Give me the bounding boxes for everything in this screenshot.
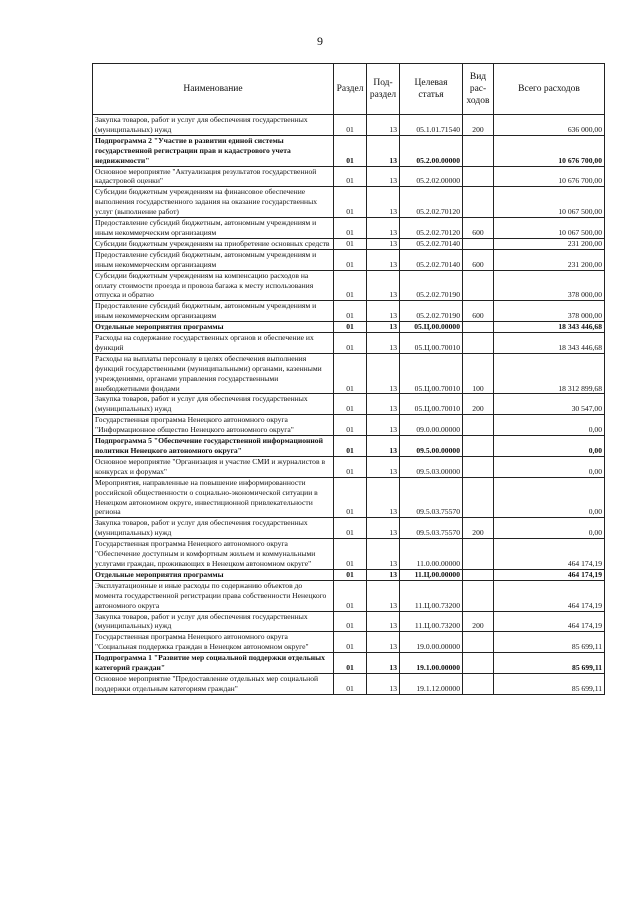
cell-subsection: 13 <box>367 436 400 457</box>
table-row <box>93 611 605 632</box>
table-row <box>93 580 605 611</box>
cell-total: 10 676 700,00 <box>494 135 605 166</box>
table-row <box>93 673 605 694</box>
cell-target: 05.Ц.00.70010 <box>400 353 463 394</box>
cell-total: 0,00 <box>494 518 605 539</box>
table-row <box>93 249 605 270</box>
cell-total: 85 699,11 <box>494 632 605 653</box>
cell-total: 231 200,00 <box>494 238 605 249</box>
cell-subsection: 13 <box>367 539 400 570</box>
cell-subsection: 13 <box>367 611 400 632</box>
table-row <box>93 539 605 570</box>
cell-section: 01 <box>334 632 367 653</box>
table-row <box>93 301 605 322</box>
cell-section: 01 <box>334 611 367 632</box>
cell-subsection: 13 <box>367 322 400 333</box>
cell-total: 464 174,19 <box>494 580 605 611</box>
cell-type <box>463 333 494 354</box>
cell-subsection: 13 <box>367 632 400 653</box>
cell-total: 464 174,19 <box>494 611 605 632</box>
header-name: Наименование <box>93 64 334 115</box>
cell-target: 05.2.02.70140 <box>400 249 463 270</box>
table-row <box>93 166 605 187</box>
table-row <box>93 135 605 166</box>
cell-target: 05.2.02.70190 <box>400 301 463 322</box>
cell-subsection: 13 <box>367 115 400 136</box>
cell-target: 09.5.03.00000 <box>400 456 463 477</box>
cell-type <box>463 238 494 249</box>
cell-name: Субсидии бюджетным учреждениям на компенсацию расходов на оплату стоимости проезда и провоза багажа к месту использования отпуска и обратно <box>93 270 334 301</box>
cell-name: Подпрограмма 2 "Участие в развитии единой системы государственной регистрации прав и кадастрового учета недвижимости" <box>93 135 334 166</box>
cell-section: 01 <box>334 539 367 570</box>
cell-total: 378 000,00 <box>494 301 605 322</box>
cell-section: 01 <box>334 115 367 136</box>
table-row <box>93 353 605 394</box>
cell-name: Закупка товаров, работ и услуг для обеспечения государственных (муниципальных) нужд <box>93 394 334 415</box>
cell-name: Предоставление субсидий бюджетным, автономным учреждениям и иным некоммерческим организациям <box>93 301 334 322</box>
table-row <box>93 653 605 674</box>
cell-target: 05.2.02.00000 <box>400 166 463 187</box>
cell-section: 01 <box>334 477 367 518</box>
cell-target: 05.Ц.00.70010 <box>400 394 463 415</box>
table-row <box>93 518 605 539</box>
cell-target: 19.1.12.00000 <box>400 673 463 694</box>
cell-name: Отдельные мероприятия программы <box>93 569 334 580</box>
cell-total: 10 067 500,00 <box>494 218 605 239</box>
cell-target: 05.2.02.70190 <box>400 270 463 301</box>
cell-target: 05.2.02.70120 <box>400 187 463 218</box>
cell-target: 05.2.02.70140 <box>400 238 463 249</box>
cell-target: 05.Ц.00.70010 <box>400 333 463 354</box>
cell-subsection: 13 <box>367 456 400 477</box>
cell-total: 85 699,11 <box>494 653 605 674</box>
cell-target: 11.0.00.00000 <box>400 539 463 570</box>
cell-subsection: 13 <box>367 518 400 539</box>
expenditure-table <box>92 63 605 695</box>
table-row <box>93 632 605 653</box>
cell-total: 0,00 <box>494 456 605 477</box>
cell-name: Предоставление субсидий бюджетным, автономным учреждениям и иным некоммерческим организациям <box>93 218 334 239</box>
cell-name: Основное мероприятие "Предоставление отдельных мер социальной поддержки отдельным категориям граждан" <box>93 673 334 694</box>
header-section: Раздел <box>334 64 367 115</box>
cell-total: 0,00 <box>494 436 605 457</box>
cell-type <box>463 166 494 187</box>
cell-type: 600 <box>463 301 494 322</box>
cell-subsection: 13 <box>367 477 400 518</box>
cell-name: Государственная программа Ненецкого автономного округа "Обеспечение доступным и комфортным жильем и коммунальными услугами граждан, проживающих в Ненецком автономном округе" <box>93 539 334 570</box>
cell-target: 11.Ц.00.73200 <box>400 611 463 632</box>
cell-type <box>463 653 494 674</box>
cell-section: 01 <box>334 353 367 394</box>
table-row <box>93 333 605 354</box>
cell-type <box>463 187 494 218</box>
cell-target: 09.5.00.00000 <box>400 436 463 457</box>
cell-type <box>463 673 494 694</box>
cell-section: 01 <box>334 218 367 239</box>
cell-name: Подпрограмма 1 "Развитие мер социальной поддержки отдельных категорий граждан" <box>93 653 334 674</box>
header-target: Целевая статья <box>400 64 463 115</box>
cell-total: 231 200,00 <box>494 249 605 270</box>
cell-type: 200 <box>463 518 494 539</box>
cell-type <box>463 135 494 166</box>
cell-total: 464 174,19 <box>494 569 605 580</box>
cell-name: Государственная программа Ненецкого автономного округа "Социальная поддержка граждан в Ненецком автономном округе" <box>93 632 334 653</box>
cell-subsection: 13 <box>367 394 400 415</box>
cell-subsection: 13 <box>367 653 400 674</box>
cell-type: 200 <box>463 611 494 632</box>
cell-total: 30 547,00 <box>494 394 605 415</box>
cell-total: 10 676 700,00 <box>494 166 605 187</box>
table-row <box>93 238 605 249</box>
cell-total: 85 699,11 <box>494 673 605 694</box>
cell-total: 0,00 <box>494 415 605 436</box>
cell-section: 01 <box>334 187 367 218</box>
table-row <box>93 456 605 477</box>
cell-type: 200 <box>463 394 494 415</box>
cell-subsection: 13 <box>367 166 400 187</box>
cell-total: 0,00 <box>494 477 605 518</box>
cell-target: 05.1.01.71540 <box>400 115 463 136</box>
cell-subsection: 13 <box>367 673 400 694</box>
cell-name: Закупка товаров, работ и услуг для обеспечения государственных (муниципальных) нужд <box>93 611 334 632</box>
cell-section: 01 <box>334 270 367 301</box>
cell-section: 01 <box>334 238 367 249</box>
cell-type <box>463 436 494 457</box>
cell-total: 636 000,00 <box>494 115 605 136</box>
cell-type <box>463 415 494 436</box>
cell-name: Основное мероприятие "Актуализация результатов государственной кадастровой оценки" <box>93 166 334 187</box>
cell-target: 11.Ц.00.73200 <box>400 580 463 611</box>
cell-name: Субсидии бюджетным учреждениям на финансовое обеспечение выполнения государственного задания на оказание государственных услуг (выполнение работ) <box>93 187 334 218</box>
cell-subsection: 13 <box>367 135 400 166</box>
cell-name: Основное мероприятие "Организация и участие СМИ и журналистов в конкурсах и форумах" <box>93 456 334 477</box>
cell-subsection: 13 <box>367 353 400 394</box>
cell-target: 05.2.02.70120 <box>400 218 463 239</box>
cell-total: 18 343 446,68 <box>494 333 605 354</box>
cell-section: 01 <box>334 249 367 270</box>
cell-subsection: 13 <box>367 415 400 436</box>
cell-type <box>463 632 494 653</box>
cell-subsection: 13 <box>367 301 400 322</box>
cell-target: 09.0.00.00000 <box>400 415 463 436</box>
cell-section: 01 <box>334 415 367 436</box>
table-row <box>93 115 605 136</box>
cell-name: Подпрограмма 5 "Обеспечение государственной информационной политики Ненецкого автономного округа" <box>93 436 334 457</box>
cell-subsection: 13 <box>367 187 400 218</box>
cell-section: 01 <box>334 673 367 694</box>
cell-type <box>463 322 494 333</box>
table-row <box>93 569 605 580</box>
cell-name: Расходы на содержание государственных органов и обеспечение их функций <box>93 333 334 354</box>
header-total: Всего расходов <box>494 64 605 115</box>
table-row <box>93 187 605 218</box>
cell-subsection: 13 <box>367 333 400 354</box>
table-row <box>93 415 605 436</box>
cell-type <box>463 456 494 477</box>
cell-subsection: 13 <box>367 569 400 580</box>
cell-target: 19.0.00.00000 <box>400 632 463 653</box>
cell-section: 01 <box>334 580 367 611</box>
cell-name: Мероприятия, направленные на повышение информированности российской общественности о социально-экономической ситуации в Ненецком автономном округе, инвестиционной привлекательности региона <box>93 477 334 518</box>
cell-target: 19.1.00.00000 <box>400 653 463 674</box>
cell-type <box>463 580 494 611</box>
cell-section: 01 <box>334 518 367 539</box>
cell-total: 464 174,19 <box>494 539 605 570</box>
table-row <box>93 394 605 415</box>
cell-section: 01 <box>334 569 367 580</box>
cell-type <box>463 477 494 518</box>
cell-section: 01 <box>334 166 367 187</box>
table-row <box>93 322 605 333</box>
cell-type: 100 <box>463 353 494 394</box>
cell-name: Предоставление субсидий бюджетным, автономным учреждениям и иным некоммерческим организациям <box>93 249 334 270</box>
cell-name: Закупка товаров, работ и услуг для обеспечения государственных (муниципальных) нужд <box>93 518 334 539</box>
table-row <box>93 436 605 457</box>
cell-section: 01 <box>334 653 367 674</box>
cell-section: 01 <box>334 333 367 354</box>
cell-target: 11.Ц.00.00000 <box>400 569 463 580</box>
table-row <box>93 477 605 518</box>
cell-section: 01 <box>334 456 367 477</box>
cell-type <box>463 569 494 580</box>
cell-subsection: 13 <box>367 270 400 301</box>
table-row <box>93 218 605 239</box>
cell-total: 18 312 899,68 <box>494 353 605 394</box>
cell-target: 05.Ц.00.00000 <box>400 322 463 333</box>
cell-type: 200 <box>463 115 494 136</box>
cell-type <box>463 539 494 570</box>
cell-total: 378 000,00 <box>494 270 605 301</box>
cell-subsection: 13 <box>367 238 400 249</box>
cell-subsection: 13 <box>367 218 400 239</box>
cell-total: 10 067 500,00 <box>494 187 605 218</box>
cell-section: 01 <box>334 135 367 166</box>
cell-section: 01 <box>334 322 367 333</box>
cell-total: 18 343 446,68 <box>494 322 605 333</box>
header-type: Вид рас- ходов <box>463 64 494 115</box>
cell-section: 01 <box>334 301 367 322</box>
cell-subsection: 13 <box>367 249 400 270</box>
cell-target: 09.5.03.75570 <box>400 477 463 518</box>
cell-subsection: 13 <box>367 580 400 611</box>
table-header-row <box>93 64 605 115</box>
cell-name: Отдельные мероприятия программы <box>93 322 334 333</box>
page-number: 9 <box>317 34 323 48</box>
header-subsection: Под- раздел <box>367 64 400 115</box>
cell-name: Субсидии бюджетным учреждениям на приобретение основных средств <box>93 238 334 249</box>
cell-name: Расходы на выплаты персоналу в целях обеспечения выполнения функций государственными (муниципальными) органами, казенными учреждениями, органами управления государственными внебюджетными фондами <box>93 353 334 394</box>
cell-type: 600 <box>463 249 494 270</box>
cell-type: 600 <box>463 218 494 239</box>
table-row <box>93 270 605 301</box>
cell-target: 09.5.03.75570 <box>400 518 463 539</box>
cell-section: 01 <box>334 394 367 415</box>
cell-name: Государственная программа Ненецкого автономного округа "Информационное общество Ненецкого автономного округа" <box>93 415 334 436</box>
cell-target: 05.2.00.00000 <box>400 135 463 166</box>
cell-name: Эксплуатационные и иные расходы по содержанию объектов до момента государственной регистрации права собственности Ненецкого автономного округа <box>93 580 334 611</box>
cell-name: Закупка товаров, работ и услуг для обеспечения государственных (муниципальных) нужд <box>93 115 334 136</box>
cell-section: 01 <box>334 436 367 457</box>
cell-type <box>463 270 494 301</box>
